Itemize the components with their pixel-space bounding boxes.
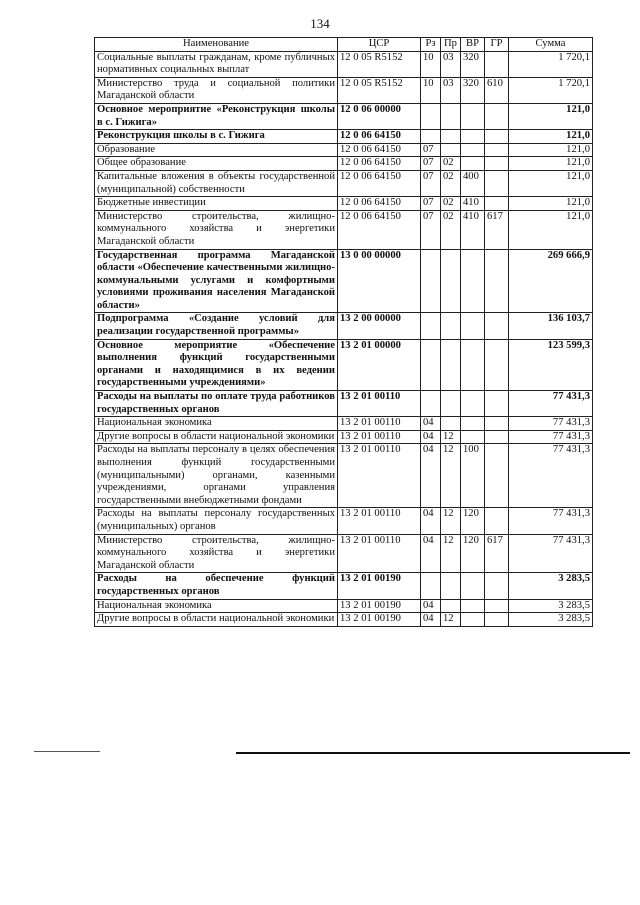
cell-name: Министерство строительства, жилищно-коммунального хозяйства и энергетики Магаданской области [95, 534, 338, 573]
cell-gr [485, 170, 509, 196]
cell-gr: 610 [485, 77, 509, 103]
table-row [95, 313, 593, 339]
cell-vr [461, 157, 485, 171]
table-row [95, 157, 593, 171]
cell-gr [485, 130, 509, 144]
table-row [95, 613, 593, 627]
cell-pr: 12 [441, 444, 461, 508]
cell-gr [485, 508, 509, 534]
cell-vr [461, 313, 485, 339]
cell-rz [421, 573, 441, 599]
cell-rz [421, 339, 441, 390]
cell-csr: 12 0 06 64150 [338, 210, 421, 249]
table-row [95, 430, 593, 444]
cell-name: Расходы на выплаты персоналу в целях обеспечения выполнения функций государственными (муниципальными) органами, казенными учреждениями, органами управления государственными внебюджетными фондами [95, 444, 338, 508]
cell-rz: 10 [421, 77, 441, 103]
cell-sum: 3 283,5 [509, 573, 593, 599]
table-row [95, 51, 593, 77]
table-row [95, 77, 593, 103]
cell-pr: 02 [441, 157, 461, 171]
footer-divider-left [34, 751, 100, 752]
cell-rz [421, 103, 441, 129]
cell-name: Расходы на выплаты по оплате труда работников государственных органов [95, 391, 338, 417]
column-header-pr: Пр [441, 38, 461, 52]
cell-vr: 100 [461, 444, 485, 508]
cell-gr: 617 [485, 210, 509, 249]
cell-rz: 04 [421, 430, 441, 444]
cell-csr: 13 2 01 00190 [338, 573, 421, 599]
cell-csr: 13 2 01 00110 [338, 444, 421, 508]
cell-name: Расходы на обеспечение функций государственных органов [95, 573, 338, 599]
cell-csr: 13 2 01 00110 [338, 417, 421, 431]
cell-name: Государственная программа Магаданской области «Обеспечение качественными жилищно-коммунальными услугами и комфортными условиями проживания населения Магаданской области» [95, 249, 338, 313]
cell-name: Основное мероприятие «Реконструкция школы в с. Гижига» [95, 103, 338, 129]
cell-csr: 12 0 05 R5152 [338, 77, 421, 103]
cell-sum: 77 431,3 [509, 391, 593, 417]
cell-rz [421, 249, 441, 313]
table-row [95, 210, 593, 249]
cell-pr [441, 391, 461, 417]
cell-sum: 123 599,3 [509, 339, 593, 390]
cell-vr [461, 430, 485, 444]
cell-pr [441, 313, 461, 339]
cell-pr: 12 [441, 430, 461, 444]
cell-rz: 04 [421, 613, 441, 627]
column-header-rz: Рз [421, 38, 441, 52]
cell-sum: 3 283,5 [509, 613, 593, 627]
cell-csr: 13 2 01 00110 [338, 508, 421, 534]
cell-pr [441, 573, 461, 599]
cell-vr [461, 249, 485, 313]
cell-sum: 77 431,3 [509, 444, 593, 508]
table-row [95, 508, 593, 534]
cell-gr [485, 573, 509, 599]
table-row [95, 573, 593, 599]
cell-gr [485, 430, 509, 444]
cell-name: Реконструкция школы в с. Гижига [95, 130, 338, 144]
cell-pr: 02 [441, 210, 461, 249]
table-row [95, 130, 593, 144]
cell-name: Бюджетные инвестиции [95, 197, 338, 211]
column-header-sum: Сумма [509, 38, 593, 52]
cell-pr [441, 130, 461, 144]
table-row [95, 197, 593, 211]
table-row [95, 143, 593, 157]
cell-vr: 120 [461, 534, 485, 573]
table-row [95, 391, 593, 417]
cell-name: Социальные выплаты гражданам, кроме публичных нормативных социальных выплат [95, 51, 338, 77]
cell-sum: 121,0 [509, 143, 593, 157]
cell-pr [441, 599, 461, 613]
cell-gr [485, 339, 509, 390]
cell-vr [461, 339, 485, 390]
cell-vr: 410 [461, 197, 485, 211]
cell-rz: 07 [421, 157, 441, 171]
cell-gr [485, 417, 509, 431]
cell-pr: 02 [441, 197, 461, 211]
cell-gr [485, 444, 509, 508]
cell-pr: 03 [441, 51, 461, 77]
cell-vr [461, 417, 485, 431]
cell-name: Общее образование [95, 157, 338, 171]
cell-gr [485, 313, 509, 339]
table-row [95, 599, 593, 613]
table-row [95, 249, 593, 313]
cell-name: Расходы на выплаты персоналу государственных (муниципальных) органов [95, 508, 338, 534]
cell-pr [441, 249, 461, 313]
cell-rz: 07 [421, 170, 441, 196]
cell-name: Другие вопросы в области национальной экономики [95, 430, 338, 444]
cell-name: Основное мероприятие «Обеспечение выполнения функций государственными органами и находящимися в их ведении государственными учреждениями» [95, 339, 338, 390]
budget-table [94, 37, 593, 627]
cell-rz: 04 [421, 417, 441, 431]
cell-csr: 13 2 01 00190 [338, 599, 421, 613]
cell-csr: 13 2 00 00000 [338, 313, 421, 339]
cell-rz: 07 [421, 210, 441, 249]
cell-pr: 02 [441, 170, 461, 196]
cell-csr: 12 0 05 R5152 [338, 51, 421, 77]
cell-sum: 77 431,3 [509, 534, 593, 573]
cell-pr [441, 143, 461, 157]
table-row [95, 534, 593, 573]
cell-sum: 121,0 [509, 157, 593, 171]
footer-divider-right [236, 752, 630, 754]
cell-sum: 1 720,1 [509, 77, 593, 103]
cell-csr: 12 0 06 64150 [338, 157, 421, 171]
table-row [95, 417, 593, 431]
cell-name: Образование [95, 143, 338, 157]
cell-vr [461, 103, 485, 129]
cell-csr: 12 0 06 00000 [338, 103, 421, 129]
cell-rz [421, 391, 441, 417]
cell-gr [485, 599, 509, 613]
cell-sum: 77 431,3 [509, 508, 593, 534]
cell-sum: 1 720,1 [509, 51, 593, 77]
table-row [95, 339, 593, 390]
cell-rz [421, 130, 441, 144]
table-row [95, 103, 593, 129]
cell-pr: 12 [441, 508, 461, 534]
cell-csr: 13 2 01 00110 [338, 391, 421, 417]
cell-pr: 12 [441, 613, 461, 627]
cell-vr [461, 599, 485, 613]
cell-gr [485, 157, 509, 171]
cell-csr: 12 0 06 64150 [338, 130, 421, 144]
cell-csr: 13 2 01 00110 [338, 430, 421, 444]
cell-gr [485, 249, 509, 313]
table-body [95, 51, 593, 626]
cell-pr [441, 339, 461, 390]
cell-gr [485, 103, 509, 129]
cell-vr: 410 [461, 210, 485, 249]
cell-rz: 10 [421, 51, 441, 77]
table-row [95, 444, 593, 508]
cell-csr: 12 0 06 64150 [338, 197, 421, 211]
cell-name: Министерство труда и социальной политики Магаданской области [95, 77, 338, 103]
cell-pr [441, 417, 461, 431]
cell-pr [441, 103, 461, 129]
cell-name: Капитальные вложения в объекты государственной (муниципальной) собственности [95, 170, 338, 196]
cell-vr: 320 [461, 77, 485, 103]
cell-csr: 12 0 06 64150 [338, 170, 421, 196]
cell-vr [461, 391, 485, 417]
cell-name: Национальная экономика [95, 599, 338, 613]
cell-sum: 121,0 [509, 210, 593, 249]
cell-sum: 77 431,3 [509, 417, 593, 431]
cell-vr [461, 143, 485, 157]
cell-name: Подпрограмма «Создание условий для реализации государственной программы» [95, 313, 338, 339]
cell-sum: 77 431,3 [509, 430, 593, 444]
cell-csr: 13 0 00 00000 [338, 249, 421, 313]
cell-sum: 136 103,7 [509, 313, 593, 339]
column-header-gr: ГР [485, 38, 509, 52]
cell-rz [421, 313, 441, 339]
table-row [95, 170, 593, 196]
cell-gr [485, 613, 509, 627]
cell-gr [485, 197, 509, 211]
cell-csr: 13 2 01 00110 [338, 534, 421, 573]
column-header-csr: ЦСР [338, 38, 421, 52]
cell-csr: 13 2 01 00000 [338, 339, 421, 390]
cell-vr [461, 613, 485, 627]
cell-pr: 03 [441, 77, 461, 103]
cell-rz: 07 [421, 197, 441, 211]
cell-name: Другие вопросы в области национальной экономики [95, 613, 338, 627]
cell-sum: 3 283,5 [509, 599, 593, 613]
cell-vr: 320 [461, 51, 485, 77]
cell-sum: 269 666,9 [509, 249, 593, 313]
cell-csr: 13 2 01 00190 [338, 613, 421, 627]
cell-gr [485, 391, 509, 417]
table-header-row [95, 38, 593, 52]
cell-name: Национальная экономика [95, 417, 338, 431]
cell-sum: 121,0 [509, 197, 593, 211]
cell-rz: 04 [421, 599, 441, 613]
cell-name: Министерство строительства, жилищно-коммунального хозяйства и энергетики Магаданской области [95, 210, 338, 249]
cell-vr [461, 130, 485, 144]
cell-rz: 04 [421, 508, 441, 534]
cell-vr [461, 573, 485, 599]
column-header-vr: ВР [461, 38, 485, 52]
cell-sum: 121,0 [509, 103, 593, 129]
cell-gr [485, 51, 509, 77]
cell-pr: 12 [441, 534, 461, 573]
cell-sum: 121,0 [509, 170, 593, 196]
column-header-name: Наименование [95, 38, 338, 52]
cell-csr: 12 0 06 64150 [338, 143, 421, 157]
cell-vr: 400 [461, 170, 485, 196]
cell-vr: 120 [461, 508, 485, 534]
cell-rz: 04 [421, 534, 441, 573]
cell-gr [485, 143, 509, 157]
cell-rz: 07 [421, 143, 441, 157]
cell-rz: 04 [421, 444, 441, 508]
cell-sum: 121,0 [509, 130, 593, 144]
cell-gr: 617 [485, 534, 509, 573]
page-number: 134 [310, 16, 330, 31]
